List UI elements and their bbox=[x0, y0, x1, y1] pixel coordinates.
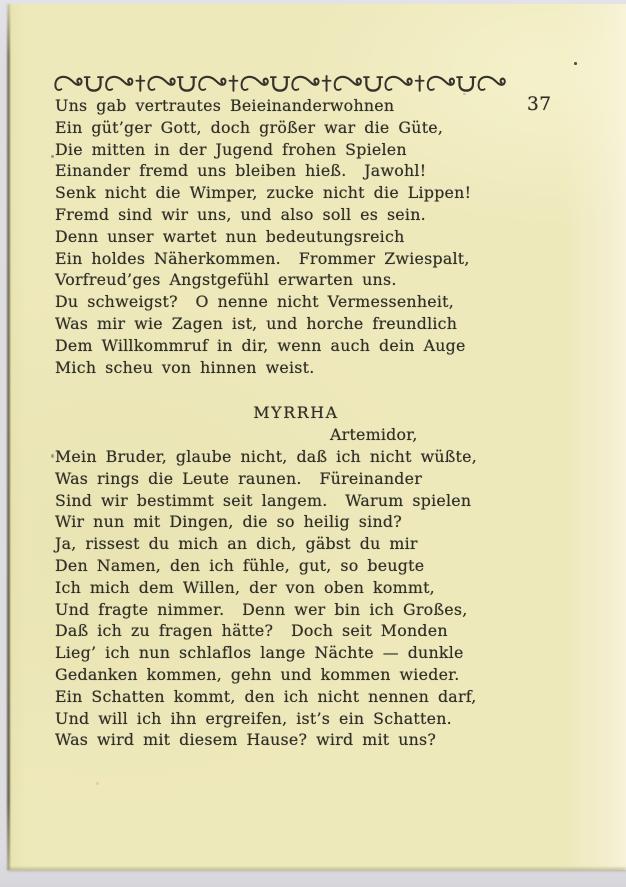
verse-line: Uns gab vertrautes Beieinanderwohnen bbox=[55, 96, 395, 115]
verse-cue-line: Artemidor, bbox=[330, 425, 418, 445]
book-page-paper bbox=[8, 4, 626, 870]
verse-line: Und will ich ihn ergreifen, ist’s ein Schatten. bbox=[55, 708, 452, 728]
verse-line: Gedanken kommen, gehn und kommen wieder. bbox=[55, 664, 460, 684]
verse-line: Mein Bruder, glaube nicht, daß ich nicht wüßte, bbox=[55, 446, 478, 466]
verse-line: Senk nicht die Wimper, zucke nicht die Lippen! bbox=[55, 183, 472, 203]
scan-speck bbox=[51, 155, 54, 158]
scan-speck bbox=[96, 782, 99, 785]
verse-line: Den Namen, den ich fühle, gut, so beugte bbox=[55, 555, 425, 575]
verse-line: Dem Willkommruf in dir, wenn auch dein Auge bbox=[55, 335, 466, 355]
verse-line: Fremd sind wir uns, und also soll es sein. bbox=[55, 204, 426, 224]
verse-line: Wir nun mit Dingen, die so heilig sind? bbox=[55, 512, 402, 532]
verse-line: Einander fremd uns bleiben hieß. Jawohl! bbox=[55, 161, 427, 181]
verse-line: Ein holdes Näherkommen. Frommer Zwiespalt, bbox=[55, 248, 470, 268]
verse-line: Daß ich zu fragen hätte? Doch seit Monden bbox=[55, 621, 448, 641]
verse-line: Vorfreud’ges Angstgefühl erwarten uns. bbox=[55, 270, 397, 290]
verse-line: Und fragte nimmer. Denn wer bin ich Großes, bbox=[55, 599, 468, 619]
page-number: 37 bbox=[527, 94, 552, 115]
verse-line: Was wird mit diesem Hause? wird mit uns? bbox=[55, 730, 437, 750]
verse-line: Die mitten in der Jugend frohen Spielen bbox=[55, 139, 407, 159]
verse-line: Was mir wie Zagen ist, und horche freundlich bbox=[55, 313, 458, 333]
verse-line: Du schweigst? O nenne nicht Vermessenheit, bbox=[55, 292, 455, 312]
verse-line: Sind wir bestimmt seit langem. Warum spielen bbox=[55, 490, 472, 510]
verse-line: Ja, rissest du mich an dich, gäbst du mir bbox=[55, 534, 418, 554]
verse-line: Lieg’ ich nun schlaflos lange Nächte — dunkle bbox=[55, 643, 464, 663]
scan-speck bbox=[574, 62, 577, 65]
verse-line: Ein güt’ger Gott, doch größer war die Güte, bbox=[55, 117, 444, 137]
verse-text-block bbox=[55, 95, 513, 751]
speaker-heading: MYRRHA bbox=[253, 403, 339, 423]
verse-line: Mich scheu von hinnen weist. bbox=[55, 357, 315, 377]
scan-speck bbox=[463, 93, 466, 95]
verse-line: Ich mich dem Willen, der von oben kommt, bbox=[55, 577, 435, 597]
scroll-ornament-border bbox=[54, 73, 506, 94]
verse-line: Denn unser wartet nun bedeutungsreich bbox=[55, 226, 405, 246]
verse-line: Was rings die Leute raunen. Füreinander bbox=[55, 468, 423, 488]
scan-speck bbox=[51, 454, 54, 458]
verse-line: Ein Schatten kommt, den ich nicht nennen darf, bbox=[55, 686, 477, 706]
